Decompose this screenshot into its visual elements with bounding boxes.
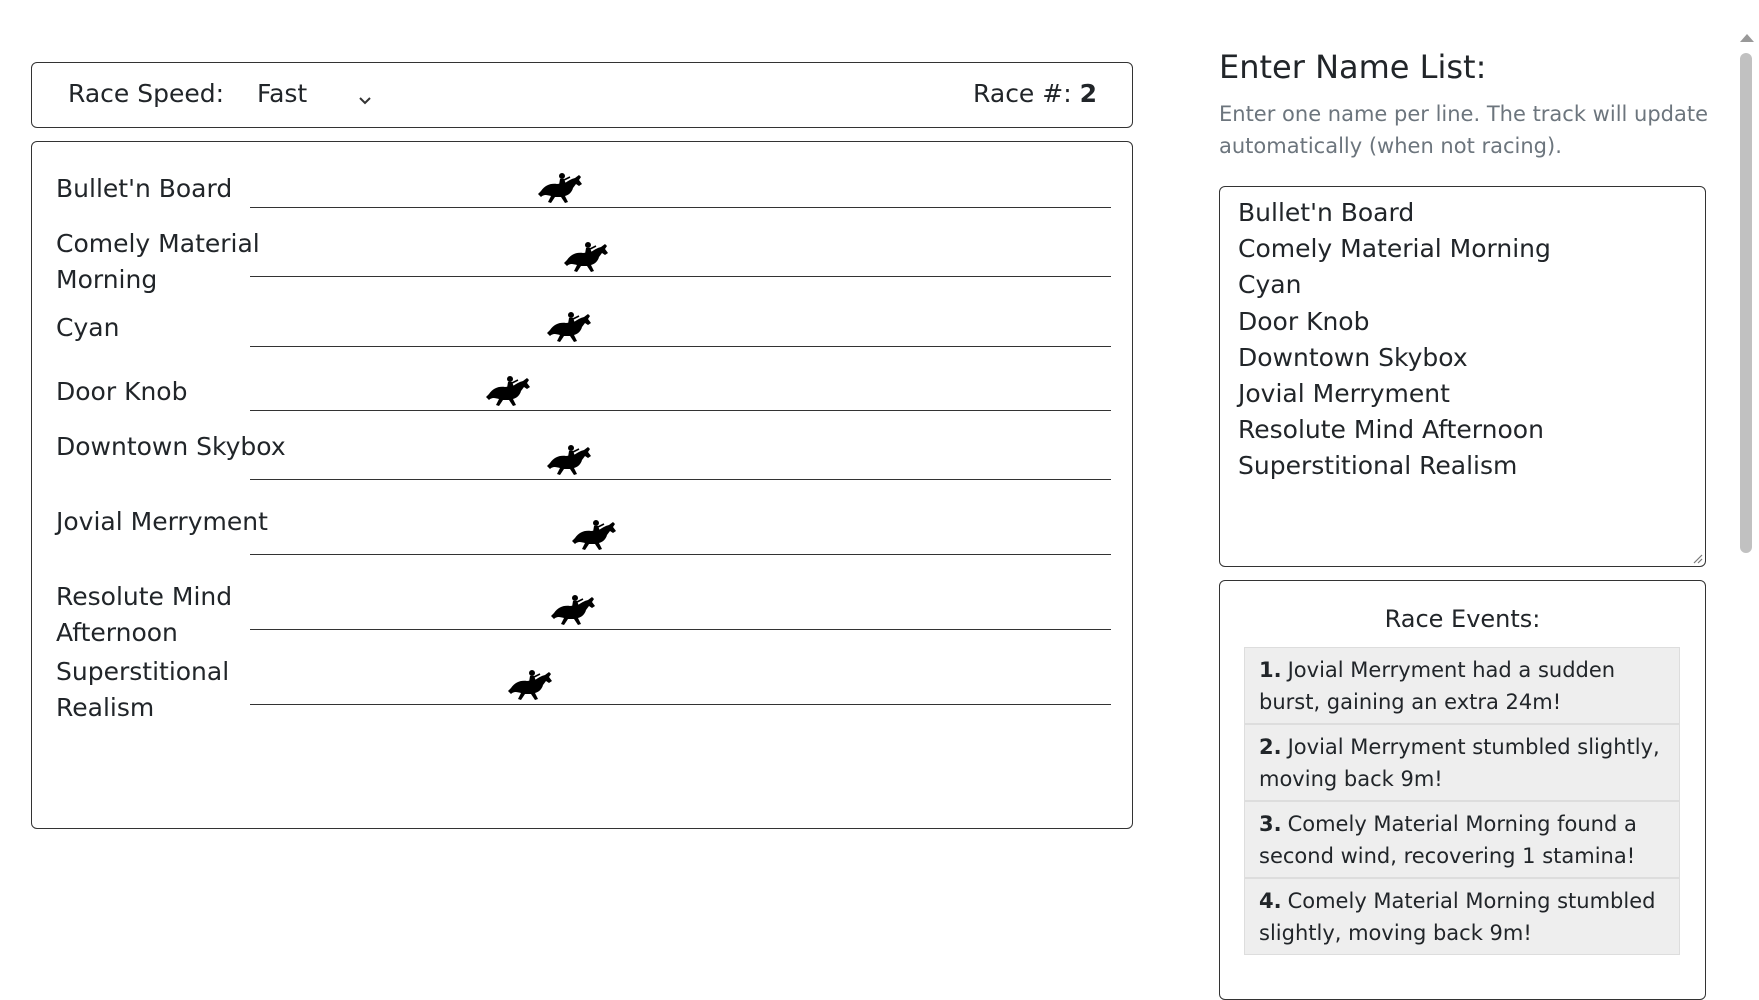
race-speed-select[interactable] [257, 79, 387, 113]
race-event-text: Jovial Merryment had a sudden burst, gaining an extra 24m! [1259, 658, 1616, 714]
race-lane [32, 579, 1132, 649]
race-event-item [1244, 878, 1680, 955]
race-event-number: 3. [1259, 812, 1282, 836]
lane-track-line [250, 629, 1111, 630]
race-events-list [1244, 647, 1680, 955]
name-list-line: Resolute Mind Afternoon [1238, 415, 1544, 445]
lane-track-line [250, 346, 1111, 347]
race-event-item [1244, 647, 1680, 724]
racer-name: Comely Material Morning [56, 229, 260, 294]
race-controls [31, 62, 1133, 128]
lane-track-line [250, 479, 1111, 480]
racer-name: Cyan [56, 313, 120, 342]
race-event-item [1244, 801, 1680, 878]
horse-rider-icon [535, 171, 585, 207]
horse-rider-icon [544, 310, 594, 346]
lane-track-line [250, 554, 1111, 555]
racer-name: Downtown Skybox [56, 432, 286, 461]
race-events-panel [1219, 580, 1706, 1000]
race-number-display [973, 79, 1097, 108]
race-speed-value: Fast [257, 79, 308, 108]
race-lane [32, 157, 1132, 227]
race-lane [32, 226, 1132, 296]
racer-name: Jovial Merryment [56, 507, 268, 536]
race-number-value: 2 [1079, 79, 1097, 108]
horse-rider-icon [483, 374, 533, 410]
chevron-down-icon [357, 85, 373, 114]
horse-rider-icon [544, 443, 594, 479]
page-scrollbar[interactable] [1735, 30, 1759, 952]
race-speed-label: Race Speed: [68, 79, 225, 108]
lane-track-line [250, 410, 1111, 411]
race-event-text: Comely Material Morning found a second wind, recovering 1 stamina! [1259, 812, 1637, 868]
racer-name: Bullet'n Board [56, 174, 233, 203]
horse-rider-icon [561, 240, 611, 276]
racer-name: Resolute Mind Afternoon [56, 582, 233, 647]
name-list-line: Downtown Skybox [1238, 342, 1468, 372]
name-list-line: Jovial Merryment [1238, 379, 1450, 409]
race-lane [32, 654, 1132, 724]
name-list-line: Cyan [1238, 270, 1302, 300]
name-list-title: Enter Name List: [1219, 48, 1487, 86]
horse-rider-icon [569, 518, 619, 554]
race-events-title: Race Events: [1384, 605, 1541, 633]
race-lane [32, 429, 1132, 499]
race-event-number: 4. [1259, 889, 1282, 913]
race-event-text: Comely Material Morning stumbled slightly, moving back 9m! [1259, 889, 1656, 945]
horse-rider-icon [548, 593, 598, 629]
race-lane [32, 296, 1132, 366]
name-list-line: Superstitional Realism [1238, 451, 1518, 481]
name-list-line: Comely Material Morning [1238, 234, 1551, 264]
race-event-number: 1. [1259, 658, 1282, 682]
race-event-item [1244, 724, 1680, 801]
lane-track-line [250, 704, 1111, 705]
resize-grip-icon[interactable] [1691, 552, 1703, 564]
name-list-textarea[interactable] [1219, 186, 1706, 567]
race-number-label: Race #: [973, 79, 1072, 108]
lane-track-line [250, 207, 1111, 208]
race-event-text: Jovial Merryment stumbled slightly, moving back 9m! [1259, 735, 1660, 791]
race-track [31, 141, 1133, 829]
lane-track-line [250, 276, 1111, 277]
name-list-line: Bullet'n Board [1238, 198, 1415, 227]
name-list-line: Door Knob [1238, 306, 1370, 336]
scroll-up-arrow-icon[interactable] [1740, 34, 1754, 42]
scrollbar-thumb[interactable] [1740, 53, 1752, 553]
racer-name: Superstitional Realism [56, 657, 230, 722]
race-event-number: 2. [1259, 735, 1282, 759]
race-lane [32, 504, 1132, 574]
horse-rider-icon [505, 668, 555, 704]
race-lane [32, 360, 1132, 430]
racer-name: Door Knob [56, 377, 188, 406]
name-list-help: Enter one name per line. The track will update automatically (when not racing). [1219, 102, 1709, 158]
